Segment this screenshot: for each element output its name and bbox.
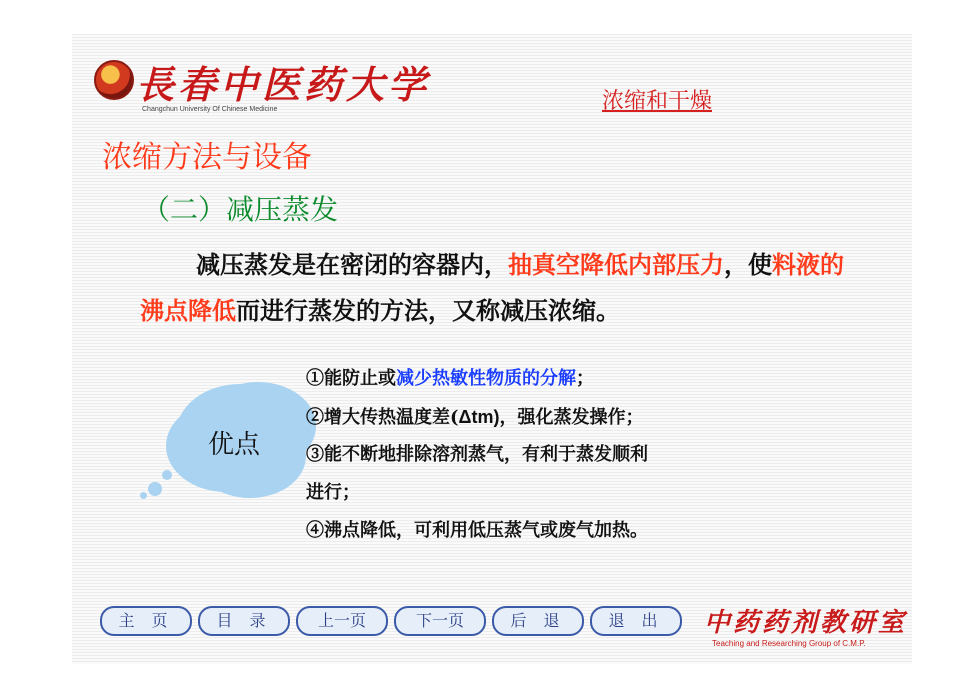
- para-text-2: ，使: [724, 250, 772, 279]
- brand-title: 中药药剂教研室: [704, 608, 908, 638]
- advantages-list: [306, 360, 866, 550]
- definition-paragraph: [140, 242, 860, 334]
- cloud-dot: [162, 470, 172, 480]
- prev-page-button[interactable]: 上一页: [296, 606, 388, 636]
- next-page-button[interactable]: 下一页: [394, 606, 486, 636]
- exit-button[interactable]: 退 出: [590, 606, 682, 636]
- cloud-dot: [148, 482, 162, 496]
- university-logo: [94, 52, 431, 124]
- section-title: 浓缩方法与设备: [102, 140, 312, 175]
- sub-title: （二）减压蒸发: [142, 193, 339, 226]
- brand-subtitle: Teaching and Researching Group of C.M.P.: [712, 639, 866, 648]
- advantage-text: ②增大传热温度差(: [306, 407, 459, 428]
- para-text-3: 而进行蒸发的方法，又称减压浓缩。: [236, 296, 620, 325]
- advantage-item: ③能不断地排除溶剂蒸气，有利于蒸发顺利: [306, 444, 648, 465]
- logo-subtitle: Changchun University Of Chinese Medicine: [142, 106, 278, 113]
- back-button[interactable]: 后 退: [492, 606, 584, 636]
- para-highlight-vacuum: 抽真空降低内部压力: [508, 250, 724, 279]
- para-highlight-boiling: 料液的沸点降低: [140, 250, 844, 325]
- slide: [72, 34, 912, 664]
- university-emblem-icon: [94, 60, 134, 100]
- advantage-highlight: 减少热敏性物质的分解: [396, 368, 576, 389]
- topic-link[interactable]: 浓缩和干燥: [602, 89, 713, 114]
- cloud-dot: [140, 492, 147, 499]
- advantages-cloud: [140, 374, 310, 504]
- advantages-label: 优点: [208, 430, 261, 460]
- logo-text: 長春中医药大学: [136, 62, 431, 107]
- advantage-item: [306, 360, 866, 398]
- advantage-item: [306, 398, 866, 436]
- home-button[interactable]: 主 页: [100, 606, 192, 636]
- toc-button[interactable]: 目 录: [198, 606, 290, 636]
- para-text-1: 减压蒸发是在密闭的容器内，: [196, 250, 508, 279]
- advantage-text: ①能防止或: [306, 368, 396, 389]
- advantage-item: ④沸点降低，可利用低压蒸气或废气加热。: [306, 520, 648, 541]
- advantage-item: 进行；: [306, 482, 360, 503]
- advantage-formula: Δtm): [458, 407, 500, 427]
- advantage-text: ；: [576, 368, 594, 389]
- department-brand: [704, 602, 908, 652]
- advantage-text: ，强化蒸发操作；: [499, 407, 644, 428]
